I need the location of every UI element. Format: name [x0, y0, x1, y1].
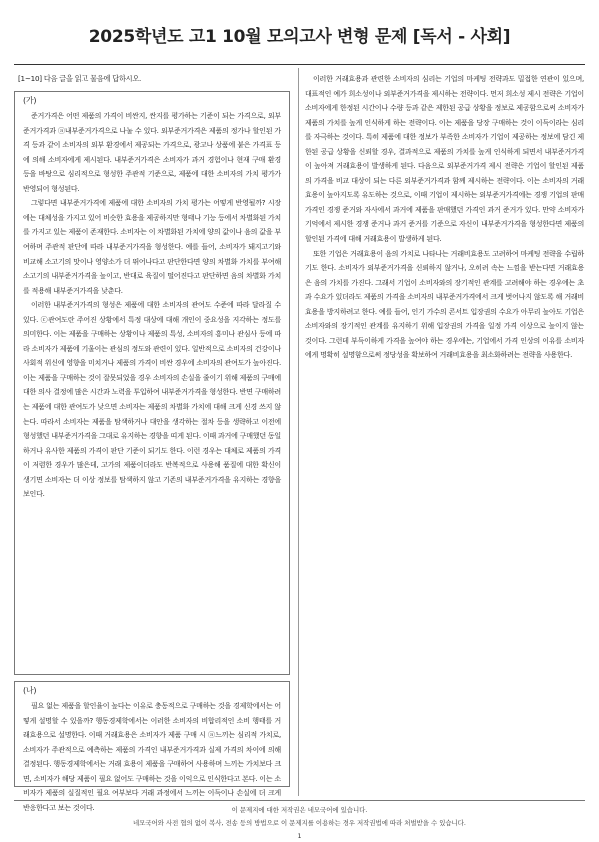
page-title: 2025학년도 고1 10월 모의고사 변형 문제 [독서 - 사회] — [88, 27, 511, 47]
passage-b-paragraph: 필요 없는 제품을 할인율이 높다는 이유로 충동적으로 구매하는 것을 경제학에서는 어떻게 설명할 수 있을까? 행동경제학에서는 이러한 소비자의 비합리적인 소비 행태를 거래효용으로 설명한다. 이때 거래효용은 소비자가 제품 구매 시 ⓐ느끼는 심리적 가치로, 소비자가 주관적으로 예측하는 제품의 가격인 내부준거가격과 실제 가격의 차이에 의해 결정된다. 행동경제학에서는 거래 효용이 제품을 구매하여 사용하며 느끼는 가치보다 크면, 소비자가 해당 제품이 필요 없어도 구매하는 것을 이익으로 인식한다고 본다. 이는 소비자가 제품의 실질적인 필요 여부보다 거래 과정에서 느끼는 이득이나 손실에 더 크게 반응한다고 보는 것이다. — [23, 701, 281, 812]
passage-b-paragraph: 또한 기업은 거래효용이 음의 가치로 나타나는 거래비효용도 고려하여 마케팅 전략을 수립하기도 한다. 소비자가 외부준거가격을 신뢰하지 않거나, 오히려 속는 느낌을 받는다면 거래효용은 음의 가치를 가진다. 그래서 기업이 소비자와의 장기적인 관계를 고려해야 하는 경우에는 초과 수요가 있더라도 제품의 가격을 소비자의 내부준거가격에서 크게 벗어나지 않도록 해 거래비효용을 방지하려고 한다. 예를 들어, 인기 가수의 콘서트 입장권의 수요가 아무리 높아도 기업은 소비자와의 장기적인 관계를 유지하기 위해 입장권의 가격을 일정 가격 이상으로 높이지 않는 것이다. 그런데 부득이하게 가격을 높여야 하는 경우에는, 기업에서 가격 인상의 이유를 소비자에게 명확히 설명함으로써 정당성을 확보하여 거래비효용을 최소화하려는 전략을 사용한다. — [305, 248, 584, 360]
passage-b-paragraph: 이러한 거래효용과 관련한 소비자의 심리는 기업의 마케팅 전략과도 밀접한 연관이 있으며, 대표적인 예가 희소성이나 외부준거가격을 제시하는 전략이다. 먼저 희소성 제시 전략은 기업이 소비자에게 한정된 시간이나 수량 등과 같은 제한된 공급 상황을 정보로 제공함으로써 소비자가 제품의 가치를 높게 인식하게 하는 전략이다. 이는 제품을 당장 구매하는 것이 이득이라는 심리를 자극하는 것이다. 특히 제품에 대한 정보가 부족한 소비자가 기업이 제공하는 정보에 담긴 제한된 공급 상황을 신뢰할 경우, 결과적으로 제품의 가치를 높게 인식하게 되면서 내부준거가격이 높아져 거래효용이 발생하게 된다. 다음으로 외부준거가격 제시 전략은 기업이 할인된 제품의 가격을 비교 대상이 되는 다른 외부준거가격과 함께 제시하는 전략이다. 이는 소비자의 거래효용이 높아지도록 유도하는 것으로, 이때 기업이 제시하는 외부준거가격에는 경쟁 기업의 판매가격인 경쟁 준거와 자사에서 과거에 제품을 판매했던 가격인 과거 준거가 있다. 만약 소비자가 기억에서 제시한 경쟁 준거나 과거 준거를 기준으로 자신이 내부준거가격을 형성한다면 제품의 할인된 가격에 대해 거래효용이 발생하게 된다. — [305, 74, 584, 244]
instruction: [1~10] 다음 글을 읽고 물음에 답하시오. — [18, 74, 142, 83]
right-column — [305, 72, 584, 363]
left-column — [14, 72, 290, 812]
passage-a-box — [14, 91, 290, 675]
page-number: 1 — [297, 832, 302, 840]
legal-notice: 네모국어와 사전 협의 없이 복사, 전송 등의 방법으로 이 문제지를 이용하는 경우 저작권법에 따라 처벌받을 수 있습니다. — [133, 819, 466, 827]
passage-b-box — [14, 681, 290, 812]
copyright-text: 이 문제지에 대한 저작권은 네모국어에 있습니다. — [231, 806, 368, 814]
passage-a-paragraph: 준거가격은 어떤 제품의 가격이 비싼지, 싼지를 평가하는 기준이 되는 가격으로, 외부준거가격과 ⓐ내부준거가격으로 나눌 수 있다. 외부준거가격은 제품의 정가나 할인된 가격 등과 같이 소비자의 외부 환경에서 제공되는 가격으로, 광고나 상품에 붙은 가격표 등에 의해 소비자에게 제시된다. 내부준거가격은 소비자가 과거 경험이나 현재 구매 환경 등을 바탕으로 심리적으로 형성한 주관적 기준으로, 제품에 대한 소비자의 가치 평가가 반영되어 형성된다. — [23, 111, 281, 193]
passage-b-label: (나) — [23, 685, 37, 695]
column-divider — [298, 68, 299, 796]
passage-a-label: (가) — [23, 95, 37, 105]
title-rule — [14, 64, 585, 65]
passage-a-paragraph: 이러한 내부준거가격의 형성은 제품에 대한 소비자의 관여도 수준에 따라 달라질 수 있다. ⓒ관여도란 주어진 상황에서 특정 대상에 대해 개인이 중요성을 지각하는 정도를 의미한다. 이는 제품을 구매하는 상황이나 제품의 특성, 소비자의 흥미나 관심사 등에 따라 소비자가 제품에 기울이는 관심의 정도와 관련이 있다. 일반적으로 소비자의 건강이나 사회적 위신에 영향을 미치거나 제품의 가격이 비싼 경우에 소비자의 관여도가 높아진다. 이는 제품을 구매하는 것이 잘못되었을 경우 소비자의 손실을 줄이기 위해 제품의 구매에 대한 의사 결정에 많은 시간과 노력을 투입하여 내부준거가격을 형성한다. 반면 구매하려는 제품에 대한 관여도가 낮으면 소비자는 제품의 차별화 가치에 대해 크게 신경 쓰지 않는다. 따라서 소비자는 제품을 탐색하거나 대안을 생각하는 절차 등을 생략하고 이전에 형성했던 내부준거가격을 그대로 유지하는 경향을 띠게 된다. 이때 과거에 구매했던 동일하거나 유사한 제품의 가격이 판단 기준이 되기도 한다. 이런 경우는 대체로 제품의 가격이 저렴한 경우가 많은데, 고가의 제품이더라도 반복적으로 사용해 품질에 대한 확신이 생기면 소비자는 더 이상 정보를 탐색하지 않고 기존의 내부준거가격을 유지하는 경향을 보인다. — [23, 300, 281, 499]
passage-a-paragraph: 그렇다면 내부준거가격에 제품에 대한 소비자의 가치 평가는 어떻게 반영될까? 시장에는 대체성을 가지고 있어 비슷한 효용을 제공하지만 형태나 기능 등에서 차별화된 가치를 가지고 있는 제품이 존재한다. 소비자는 이 차별화된 가치에 양의 값이나 음의 값을 부여하며 주관적 판단에 따라 내부준거가격을 형성한다. 예를 들어, 소비자가 돼지고기와 비교해 소고기의 맛이나 영양소가 더 뛰어나다고 판단한다면 양의 차별화 가치를 부여해 소고기의 내부준거가격을 높이고, 반대로 육질이 떨어진다고 판단하면 음의 차별화 가치를 적용해 내부준거가격을 낮춘다. — [23, 198, 281, 295]
footer-rule — [14, 800, 585, 801]
